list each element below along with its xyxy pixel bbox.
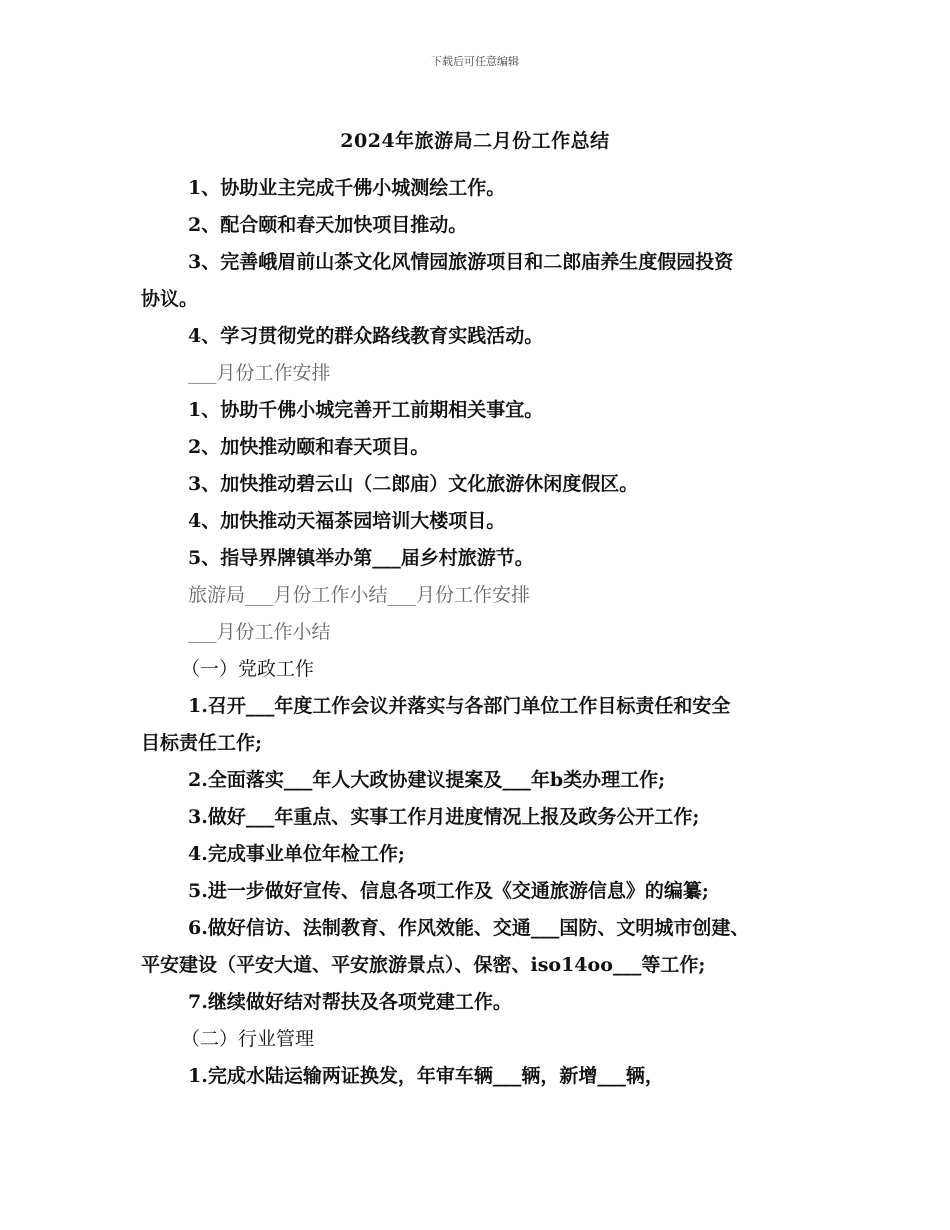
paragraph-line: 1.召开___年度工作会议并落实与各部门单位工作目标责任和安全 <box>188 695 731 717</box>
paragraph-line: 5、指导界牌镇举办第___届乡村旅游节。 <box>188 547 534 569</box>
document-title: 2024年旅游局二月份工作总结 <box>340 130 610 152</box>
paragraph-line: 4、学习贯彻党的群众路线教育实践活动。 <box>188 325 544 347</box>
paragraph-line: 1、协助业主完成千佛小城测绘工作。 <box>188 177 506 199</box>
paragraph-line: 5.进一步做好宣传、信息各项工作及《交通旅游信息》的编纂; <box>188 880 709 902</box>
section-heading: ___月份工作安排 <box>188 362 331 384</box>
paragraph-line: 1、协助千佛小城完善开工前期相关事宜。 <box>188 399 544 421</box>
paragraph-line: 7.继续做好结对帮扶及各项党建工作。 <box>188 991 512 1013</box>
paragraph-line: 2、加快推动颐和春天项目。 <box>188 436 430 458</box>
paragraph-line: 目标责任工作; <box>141 732 263 754</box>
subsection-heading: （二）行业管理 <box>181 1028 315 1050</box>
paragraph-line: 1.完成水陆运输两证换发，年审车辆___辆，新增___辆， <box>188 1065 664 1087</box>
paragraph-line: 协议。 <box>141 288 199 310</box>
paragraph-line: 3.做好___年重点、实事工作月进度情况上报及政务公开工作; <box>188 806 700 828</box>
paragraph-line: 4、加快推动天福茶园培训大楼项目。 <box>188 510 506 532</box>
paragraph-line: 平安建设（平安大道、平安旅游景点）、保密、iso14oo___等工作; <box>141 954 706 976</box>
section-heading: 旅游局___月份工作小结___月份工作安排 <box>188 584 531 606</box>
paragraph-line: 3、加快推动碧云山（二郎庙）文化旅游休闲度假区。 <box>188 473 639 495</box>
paragraph-line: 6.做好信访、法制教育、作风效能、交通___国防、文明城市创建、 <box>188 917 750 939</box>
paragraph-line: 2.全面落实___年人大政协建议提案及___年b类办理工作; <box>188 769 666 791</box>
paragraph-line: 4.完成事业单位年检工作; <box>188 843 405 865</box>
paragraph-line: 3、完善峨眉前山茶文化风情园旅游项目和二郎庙养生度假园投资 <box>188 251 734 273</box>
subsection-heading: （一）党政工作 <box>181 658 315 680</box>
section-heading: ___月份工作小结 <box>188 621 331 643</box>
document-body <box>141 170 831 1095</box>
paragraph-line: 2、配合颐和春天加快项目推动。 <box>188 214 468 236</box>
header-note: 下载后可任意编辑 <box>431 55 519 68</box>
